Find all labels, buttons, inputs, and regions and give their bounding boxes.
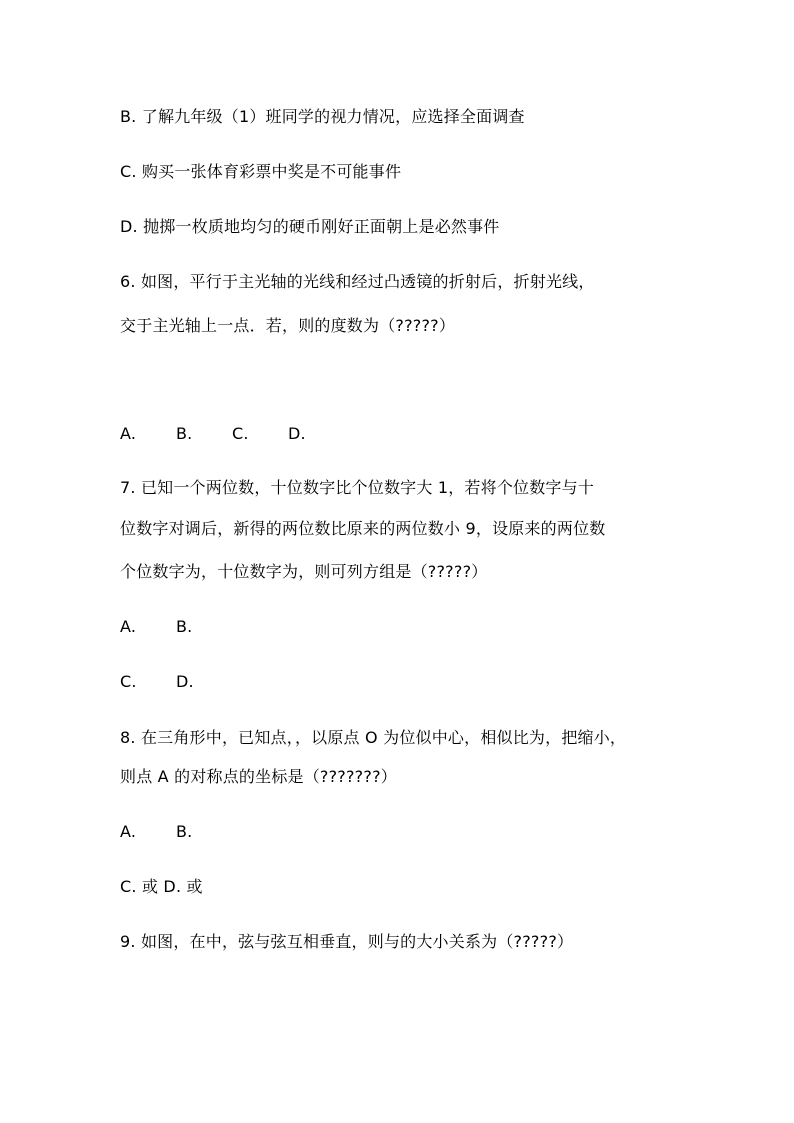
q8-options-row-1 bbox=[120, 822, 192, 842]
q5-option-b: B. 了解九年级（1）班同学的视力情况，应选择全面调查 bbox=[120, 107, 525, 126]
q7-options-row-2 bbox=[120, 672, 194, 692]
q7-stem-line-3: 个位数字为，十位数字为，则可列方组是（?????） bbox=[120, 562, 488, 581]
q5-option-d: D. 抛掷一枚质地均匀的硬币刚好正面朝上是必然事件 bbox=[120, 217, 500, 236]
q6-option-a: A. bbox=[120, 424, 137, 443]
q8-stem-line-2: 则点 A 的对称点的坐标是（???????） bbox=[120, 767, 397, 786]
q6-option-c: C. bbox=[232, 424, 249, 443]
q8-stem-line-1: 8. 在三角形中，已知点，，以原点 O 为位似中心，相似比为，把缩小， bbox=[120, 728, 627, 747]
q7-option-a: A. bbox=[120, 617, 137, 636]
q8-option-b: B. bbox=[176, 822, 193, 841]
q6-option-d: D. bbox=[288, 424, 306, 443]
q7-stem-line-2: 位数字对调后，新得的两位数比原来的两位数小 9，设原来的两位数 bbox=[120, 519, 606, 538]
q8-options-row-2: C. 或 D. 或 bbox=[120, 877, 203, 896]
q7-option-d: D. bbox=[176, 672, 194, 691]
q7-stem-line-1: 7. 已知一个两位数，十位数字比个位数字大 1，若将个位数字与十 bbox=[120, 478, 595, 497]
q8-option-a: A. bbox=[120, 822, 137, 841]
q9-stem-line-1: 9. 如图，在中，弦与弦互相垂直，则与的大小关系为（?????） bbox=[120, 932, 574, 951]
q6-option-b: B. bbox=[176, 424, 193, 443]
q6-stem-line-1: 6. 如图，平行于主光轴的光线和经过凸透镜的折射后，折射光线， bbox=[120, 272, 595, 291]
q6-options bbox=[120, 424, 306, 444]
q5-option-c: C. 购买一张体育彩票中奖是不可能事件 bbox=[120, 162, 402, 181]
q7-option-c: C. bbox=[120, 672, 137, 691]
q7-option-b: B. bbox=[176, 617, 193, 636]
q6-stem-line-2: 交于主光轴上一点．若，则的度数为（?????） bbox=[120, 316, 456, 335]
q7-options-row-1 bbox=[120, 617, 192, 637]
